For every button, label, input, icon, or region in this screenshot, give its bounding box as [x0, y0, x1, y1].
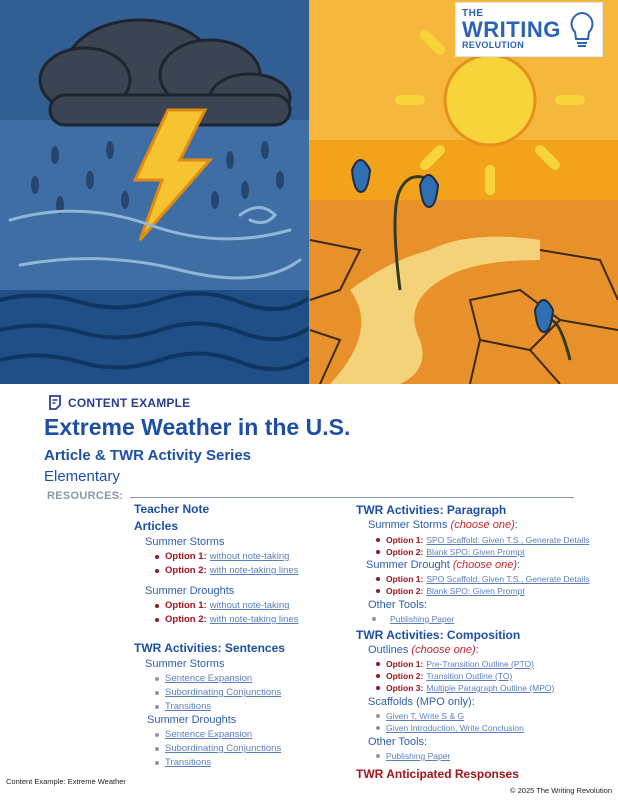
- option-label: Option 1:: [386, 535, 424, 545]
- list-item: [372, 614, 454, 624]
- subordinating-conjunctions-link[interactable]: Subordinating Conjunctions: [165, 687, 282, 698]
- list-item: [155, 673, 252, 684]
- choose-one-label: (choose one): [411, 644, 476, 656]
- colon: :: [475, 644, 479, 656]
- pto-link[interactable]: Pre-Transition Outline (PTO): [426, 659, 535, 669]
- storms-without-notes-link[interactable]: without note-taking: [209, 551, 290, 562]
- option-label: Option 2:: [386, 547, 424, 557]
- list-item: [155, 687, 281, 698]
- logo-line-3: REVOLUTION: [462, 40, 525, 50]
- option-label: Option 3:: [386, 683, 424, 693]
- sentences-storms-heading: Summer Storms: [145, 658, 225, 670]
- list-item: [376, 683, 554, 693]
- blank-spo-drought-link[interactable]: Blank SPO: Given Prompt: [426, 586, 525, 596]
- page-title: Extreme Weather in the U.S.: [44, 414, 351, 440]
- teacher-note-link[interactable]: Teacher Note: [134, 502, 210, 516]
- list-item: [155, 565, 298, 576]
- sentences-heading: TWR Activities: Sentences: [134, 641, 285, 655]
- list-item: [376, 711, 464, 721]
- scaffolds-heading: Scaffolds (MPO only):: [368, 696, 475, 708]
- drought-label: Summer Drought: [366, 559, 450, 571]
- resources-label: RESOURCES:: [47, 490, 124, 502]
- blank-spo-storms-link[interactable]: Blank SPO: Given Prompt: [426, 547, 525, 557]
- paragraph-heading: TWR Activities: Paragraph: [356, 503, 507, 517]
- list-item: [376, 723, 524, 733]
- publishing-paper-link[interactable]: Publishing Paper: [386, 751, 451, 761]
- list-item: [376, 671, 512, 681]
- footer-left: Content Example: Extreme Weather: [6, 777, 126, 786]
- list-item: [155, 551, 289, 562]
- document-icon: [48, 395, 62, 410]
- list-item: [376, 535, 589, 545]
- storms-with-notes-link[interactable]: with note-taking lines: [209, 565, 299, 576]
- colon: :: [514, 519, 518, 531]
- option-label: Option 2:: [165, 614, 207, 625]
- list-item: [155, 600, 289, 611]
- colon: :: [517, 559, 521, 571]
- composition-heading: TWR Activities: Composition: [356, 628, 521, 642]
- spo-scaffold-storms-link[interactable]: SPO Scaffold: Given T.S., Generate Details: [426, 535, 590, 545]
- list-item: [155, 729, 252, 740]
- footer-copyright: © 2025 The Writing Revolution: [510, 786, 612, 795]
- list-item: [155, 701, 211, 712]
- option-label: Option 2:: [386, 586, 424, 596]
- droughts-with-notes-link[interactable]: with note-taking lines: [209, 614, 299, 625]
- articles-storms-heading: Summer Storms: [145, 536, 225, 548]
- option-label: Option 1:: [165, 600, 207, 611]
- sentence-expansion-link[interactable]: Sentence Expansion: [165, 673, 253, 684]
- given-introduction-link[interactable]: Given Introduction, Write Conclusion: [386, 723, 524, 733]
- option-label: Option 1:: [165, 551, 207, 562]
- list-item: [376, 574, 589, 584]
- articles-droughts-heading: Summer Droughts: [145, 585, 235, 597]
- option-label: Option 1:: [386, 574, 424, 584]
- tag-label: CONTENT EXAMPLE: [68, 395, 191, 410]
- sentences-droughts-heading: Summer Droughts: [147, 714, 237, 726]
- page-subtitle: Article & TWR Activity Series: [44, 447, 252, 464]
- paragraph-storms-heading: [368, 519, 518, 531]
- option-label: Option 1:: [386, 659, 424, 669]
- list-item: [155, 614, 298, 625]
- option-label: Option 2:: [165, 565, 207, 576]
- given-t-link[interactable]: Given T, Write S & G: [386, 711, 465, 721]
- resources-divider: [130, 497, 574, 498]
- spo-scaffold-drought-link[interactable]: SPO Scaffold: Given T.S., Generate Details: [426, 574, 590, 584]
- logo-line-1: THE: [462, 8, 484, 19]
- publishing-paper-link[interactable]: Publishing Paper: [390, 614, 455, 624]
- paragraph-drought-heading: [366, 559, 520, 571]
- list-item: [376, 586, 525, 596]
- weather-illustration: [0, 0, 618, 384]
- list-item: [376, 547, 525, 557]
- anticipated-responses-link[interactable]: TWR Anticipated Responses: [356, 767, 519, 781]
- list-item: [155, 743, 281, 754]
- grade-level: Elementary: [44, 468, 120, 485]
- mpo-link[interactable]: Multiple Paragraph Outline (MPO): [426, 683, 555, 693]
- droughts-without-notes-link[interactable]: without note-taking: [209, 600, 290, 611]
- twr-logo: [455, 2, 603, 57]
- choose-one-label: (choose one): [450, 519, 515, 531]
- logo-line-2: WRITING: [462, 17, 561, 42]
- option-label: Option 2:: [386, 671, 424, 681]
- to-link[interactable]: Transition Outline (TO): [426, 671, 513, 681]
- choose-one-label: (choose one): [452, 559, 518, 571]
- sentence-expansion-link[interactable]: Sentence Expansion: [165, 729, 253, 740]
- paragraph-other-tools-heading: Other Tools:: [368, 599, 428, 611]
- subordinating-conjunctions-link[interactable]: Subordinating Conjunctions: [165, 743, 282, 754]
- content-example-tag: [48, 395, 190, 410]
- lightbulb-icon: [569, 11, 595, 49]
- outlines-label: Outlines: [368, 644, 409, 656]
- list-item: [155, 757, 211, 768]
- hero-illustration: [0, 0, 618, 384]
- storms-label: Summer Storms: [368, 519, 448, 531]
- list-item: [376, 659, 534, 669]
- transitions-link[interactable]: Transitions: [165, 701, 212, 712]
- composition-other-tools-heading: Other Tools:: [368, 736, 428, 748]
- list-item: [376, 751, 450, 761]
- articles-heading: Articles: [134, 519, 179, 533]
- outlines-heading: [368, 644, 479, 656]
- transitions-link[interactable]: Transitions: [165, 757, 212, 768]
